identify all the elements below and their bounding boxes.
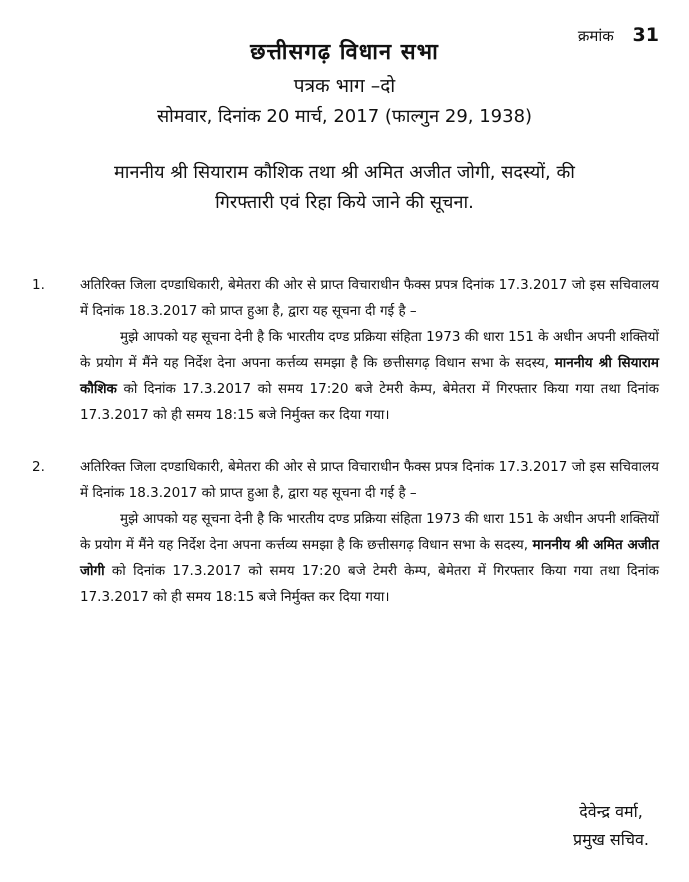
document-header — [0, 36, 689, 128]
assembly-name: छत्तीसगढ़ विधान सभा — [250, 40, 439, 65]
member-name: माननीय श्री अमित अजीत जोगी — [80, 537, 660, 579]
item-notice — [80, 324, 659, 428]
item-intro: अतिरिक्त जिला दण्डाधिकारी, बेमेतरा की ओर से प्राप्त विचाराधीन फैक्स प्रपत्र दिनांक 17.3.2017 जो इस सचिवालय में दिनांक 18.3.2017 को प्राप्त हुआ है, द्वारा यह सूचना दी गई है – — [80, 459, 659, 501]
member-name: माननीय श्री सियाराम कौशिक — [80, 355, 659, 397]
serial-label: क्रमांक — [577, 27, 614, 45]
item-number: 1. — [32, 277, 45, 293]
item-notice — [80, 506, 659, 610]
signature-block — [573, 798, 649, 854]
serial-value: 31 — [632, 24, 659, 46]
notice-text-before: मुझे आपको यह सूचना देनी है कि भारतीय दण्ड प्रक्रिया संहिता 1973 की धारा 151 के अधीन अपनी शक्तियों के प्रयोग में मैंने यह निर्देश देना अपना कर्त्तव्य समझा है कि छत्तीसगढ़ विधान सभा के सदस्य, — [80, 511, 659, 553]
bulletin-part: पत्रक भाग –दो — [293, 75, 396, 97]
notice-text-before: मुझे आपको यह सूचना देनी है कि भारतीय दण्ड प्रक्रिया संहिता 1973 की धारा 151 के अधीन अपनी शक्तियों के प्रयोग में मैंने यह निर्देश देना अपना कर्त्तव्य समझा है कि छत्तीसगढ़ विधान सभा के सदस्य, — [80, 329, 659, 371]
notice-items — [0, 272, 689, 610]
notice-title-line-2: गिरफ्तारी एवं रिहा किये जाने की सूचना. — [215, 192, 474, 213]
item-number: 2. — [32, 459, 45, 475]
signatory-designation: प्रमुख सचिव. — [573, 830, 649, 849]
signatory-name: देवेन्द्र वर्मा, — [579, 802, 643, 821]
notice-item — [0, 272, 689, 428]
bulletin-date: सोमवार, दिनांक 20 मार्च, 2017 (फाल्गुन 29, 1938) — [156, 106, 533, 127]
notice-item — [0, 454, 689, 610]
notice-title-line-1: माननीय श्री सियाराम कौशिक तथा श्री अमित अजीत जोगी, सदस्यों, की — [114, 162, 575, 183]
notice-text-after: को दिनांक 17.3.2017 को समय 17:20 बजे टेमरी केम्प, बेमेतरा में गिरफ्तार किया गया तथा दिनांक 17.3.2017 को ही समय 18:15 बजे निर्मुक्त कर दिया गया। — [80, 381, 659, 423]
item-intro: अतिरिक्त जिला दण्डाधिकारी, बेमेतरा की ओर से प्राप्त विचाराधीन फैक्स प्रपत्र दिनांक 17.3.2017 जो इस सचिवालय में दिनांक 18.3.2017 को प्राप्त हुआ है, द्वारा यह सूचना दी गई है – — [80, 277, 659, 319]
notice-title — [20, 158, 669, 218]
notice-text-after: को दिनांक 17.3.2017 को समय 17:20 बजे टेमरी केम्प, बेमेतरा में गिरफ्तार किया गया तथा दिनांक 17.3.2017 को ही समय 18:15 बजे निर्मुक्त कर दिया गया। — [80, 563, 659, 605]
